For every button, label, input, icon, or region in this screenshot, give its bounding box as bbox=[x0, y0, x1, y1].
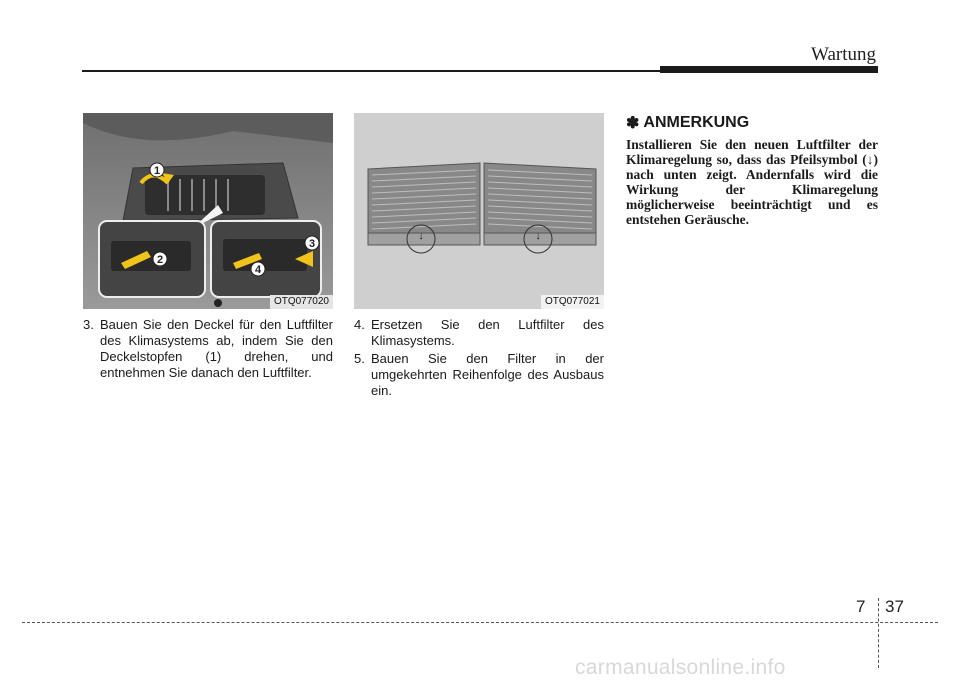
callout-4: 4 bbox=[254, 264, 262, 276]
step-item bbox=[83, 317, 333, 381]
svg-text:↓: ↓ bbox=[535, 231, 541, 242]
note-box bbox=[626, 113, 878, 227]
note-text: Installieren Sie den neuen Luftfilter der Klimaregelung so, dass das Pfeilsymbol (↓) nach unten zeigt. Andernfalls wird die Wirkung der Klimaregelung möglicherweise beeinträchtigt und es entstehen Geräusche. bbox=[626, 137, 878, 227]
callout-2: 2 bbox=[156, 254, 164, 266]
step-text: Ersetzen Sie den Luftfilter des Klimasystems. bbox=[371, 317, 604, 348]
instructions-col1 bbox=[83, 317, 333, 383]
figure-air-filter bbox=[354, 113, 604, 309]
figure-cover-removal bbox=[83, 113, 333, 309]
header-rule bbox=[82, 70, 662, 72]
section-title: Wartung bbox=[811, 44, 876, 65]
page-number: 37 bbox=[885, 597, 904, 616]
step-number: 4. bbox=[354, 317, 365, 332]
step-text: Bauen Sie den Filter in der umgekehrten Reihenfolge des Ausbaus ein. bbox=[371, 351, 604, 398]
air-filter-illustration bbox=[354, 113, 604, 309]
footer-rule bbox=[22, 622, 938, 623]
step-number: 3. bbox=[83, 317, 94, 332]
note-star-icon: ✽ bbox=[626, 115, 640, 132]
step-text: Bauen Sie den Deckel für den Luftfilter des Klimasystems ab, indem Sie den Deckelstopfen (1) drehen, und entnehmen Sie danach den Luftfilter. bbox=[100, 317, 333, 380]
callout-1: 1 bbox=[153, 165, 161, 177]
watermark: carmanualsonline.info bbox=[575, 656, 786, 679]
note-title: ANMERKUNG bbox=[643, 114, 750, 131]
step-item bbox=[354, 317, 604, 349]
header-rule-accent bbox=[660, 66, 878, 73]
step-number: 5. bbox=[354, 351, 365, 366]
chapter-number: 7 bbox=[856, 597, 866, 616]
step-item bbox=[354, 351, 604, 399]
note-heading bbox=[626, 113, 878, 133]
instructions-col2 bbox=[354, 317, 604, 401]
footer-divider bbox=[878, 598, 879, 668]
svg-text:↓: ↓ bbox=[418, 231, 424, 242]
figure-code: OTQ077021 bbox=[541, 295, 604, 309]
callout-3: 3 bbox=[308, 238, 316, 250]
cover-removal-illustration bbox=[83, 113, 333, 309]
figure-code: OTQ077020 bbox=[270, 295, 333, 309]
